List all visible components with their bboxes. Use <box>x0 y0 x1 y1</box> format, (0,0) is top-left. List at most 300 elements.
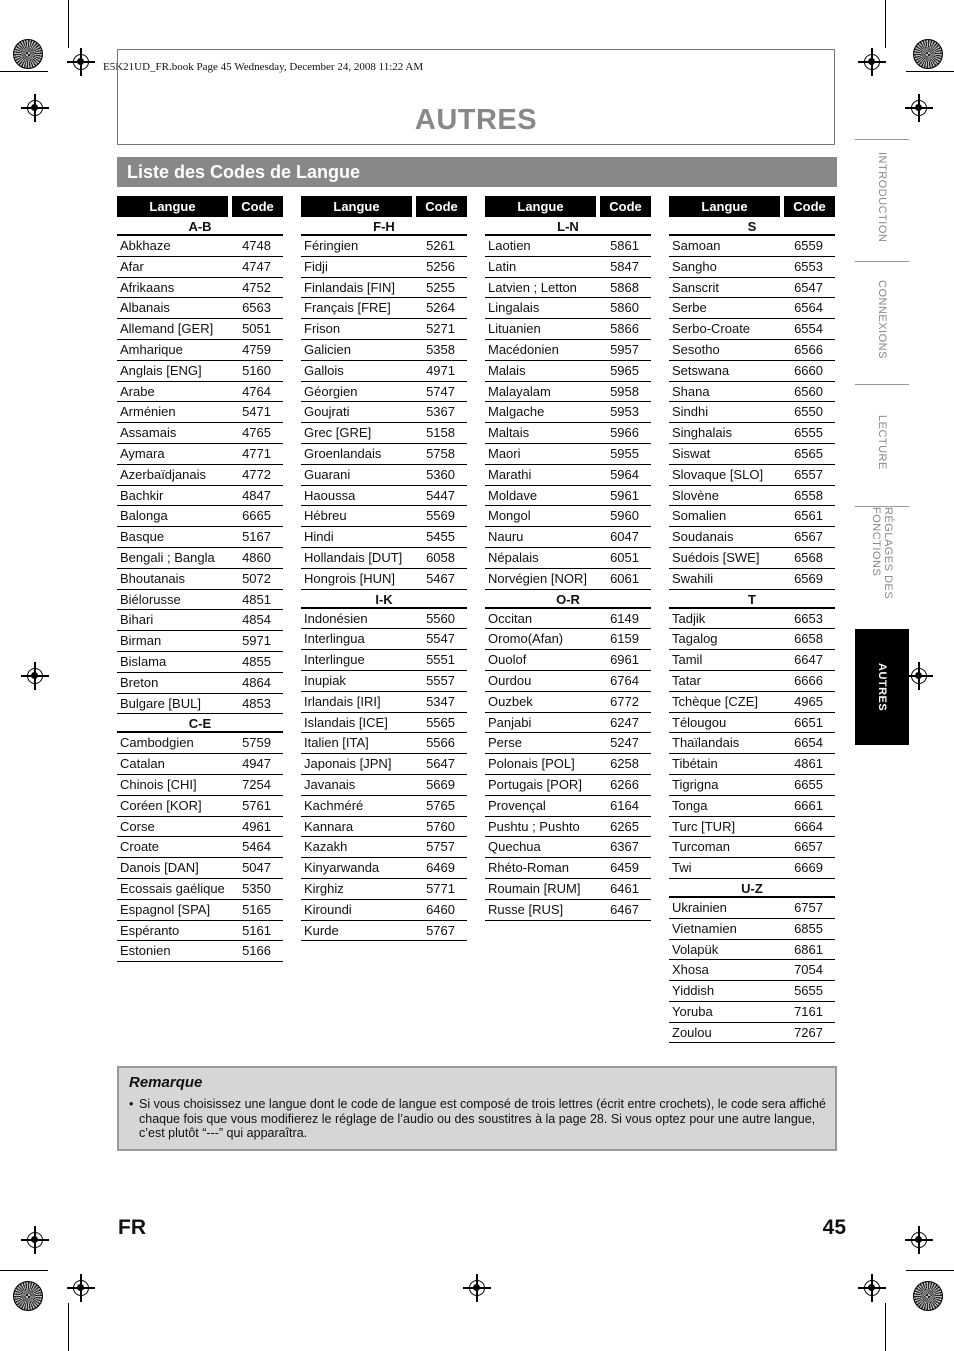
table-row <box>485 858 651 879</box>
language-name: Volapük <box>672 941 719 957</box>
tab-reglages-des-fonctions[interactable]: RÉGLAGES DES FONCTIONS <box>855 506 909 622</box>
table-row <box>301 837 467 858</box>
language-name: Tagalog <box>672 631 718 647</box>
language-name: Hébreu <box>304 508 347 524</box>
header-langue: Langue <box>485 196 596 217</box>
language-code: 5247 <box>610 735 639 751</box>
language-name: Quechua <box>488 839 541 855</box>
table-row <box>485 257 651 278</box>
language-code: 6460 <box>426 901 455 917</box>
language-code: 6666 <box>794 672 823 688</box>
table-row <box>669 465 835 486</box>
table-row <box>485 775 651 796</box>
language-name: Perse <box>488 735 522 751</box>
language-code: 5255 <box>426 279 455 295</box>
page-title: AUTRES <box>414 104 538 136</box>
table-row <box>485 629 651 650</box>
language-name: Suédois [SWE] <box>672 549 760 565</box>
language-name: Ukrainien <box>672 899 727 915</box>
language-name: Hindi <box>304 529 334 545</box>
table-row <box>117 837 283 858</box>
registration-sun-icon <box>913 39 943 69</box>
language-name: Espéranto <box>120 922 180 938</box>
crosshair-icon <box>858 1274 886 1302</box>
table-row <box>669 382 835 403</box>
table-row <box>301 900 467 921</box>
language-name: Slovène <box>672 487 719 503</box>
header-code: Code <box>232 196 283 217</box>
language-code: 6555 <box>794 425 823 441</box>
language-code: 5757 <box>426 839 455 855</box>
language-name: Tchèque [CZE] <box>672 693 758 709</box>
language-code: 7054 <box>794 962 823 978</box>
language-code: 5072 <box>242 570 271 586</box>
language-code: 6258 <box>610 756 639 772</box>
note-body: Si vous choisissez une langue dont le code de langue est composé de trois lettres (écrit entre crochets), le code sera affiché chaque fois que vous modifierez le réglage de l’audio ou des soustitres à la page 28. Si vous optez pour une autre langue, c’est plutôt “---” qui apparaîtra. <box>139 1097 826 1140</box>
language-code: 6757 <box>794 899 823 915</box>
table-row <box>669 569 835 590</box>
table-row <box>669 278 835 299</box>
language-name: Setswana <box>672 362 730 378</box>
language-code: 6159 <box>610 631 639 647</box>
language-code: 5955 <box>610 445 639 461</box>
language-code: 6058 <box>426 549 455 565</box>
table-row <box>301 486 467 507</box>
language-name: Mongol <box>488 508 531 524</box>
table-row <box>117 298 283 319</box>
language-name: Corse <box>120 818 155 834</box>
language-name: Cambodgien <box>120 735 194 751</box>
language-name: Espagnol [SPA] <box>120 901 211 917</box>
language-name: Sindhi <box>672 404 709 420</box>
language-name: Turc [TUR] <box>672 818 736 834</box>
language-column <box>485 196 651 921</box>
language-code: 6557 <box>794 466 823 482</box>
table-row <box>669 754 835 775</box>
table-row <box>301 340 467 361</box>
table-row <box>117 382 283 403</box>
language-code: 5051 <box>242 321 271 337</box>
language-column <box>301 196 467 941</box>
table-row <box>301 921 467 942</box>
language-code: 6553 <box>794 258 823 274</box>
language-name: Aymara <box>120 445 165 461</box>
language-code: 6661 <box>794 797 823 813</box>
language-name: Tonga <box>672 797 708 813</box>
table-row <box>485 650 651 671</box>
language-name: Xhosa <box>672 962 709 978</box>
table-row <box>669 423 835 444</box>
language-name: Swahili <box>672 570 714 586</box>
crosshair-icon <box>21 1226 49 1254</box>
language-name: Arménien <box>120 404 176 420</box>
language-name: Français [FRE] <box>304 300 391 316</box>
book-header-info: E5K21UD_FR.book Page 45 Wednesday, December 24, 2008 11:22 AM <box>103 61 424 73</box>
group-heading: F-H <box>301 217 467 236</box>
language-name: Yoruba <box>672 1003 713 1019</box>
language-name: Panjabi <box>488 714 532 730</box>
language-name: Irlandais [IRI] <box>304 693 381 709</box>
header-langue: Langue <box>117 196 228 217</box>
table-row <box>669 629 835 650</box>
header-code: Code <box>600 196 651 217</box>
language-code: 5761 <box>242 797 271 813</box>
language-name: Kinyarwanda <box>304 860 380 876</box>
table-row <box>485 671 651 692</box>
table-row <box>485 278 651 299</box>
language-code: 6669 <box>794 860 823 876</box>
note-text <box>129 1097 826 1141</box>
header-langue: Langue <box>301 196 412 217</box>
language-name: Finlandais [FIN] <box>304 279 396 295</box>
language-name: Serbo-Croate <box>672 321 751 337</box>
table-row <box>301 817 467 838</box>
table-row <box>669 817 835 838</box>
language-name: Croate <box>120 839 160 855</box>
language-code: 5565 <box>426 714 455 730</box>
language-name: Danois [DAN] <box>120 860 199 876</box>
language-name: Turcoman <box>672 839 731 855</box>
language-code: 5161 <box>242 922 271 938</box>
table-row <box>301 506 467 527</box>
language-code: 5961 <box>610 487 639 503</box>
language-name: Bhoutanais <box>120 570 186 586</box>
table-row <box>485 754 651 775</box>
language-code: 6961 <box>610 652 639 668</box>
language-code: 6647 <box>794 652 823 668</box>
language-name: Tibétain <box>672 756 718 772</box>
language-code: 4854 <box>242 612 271 628</box>
table-row <box>301 423 467 444</box>
crosshair-icon <box>905 662 933 690</box>
language-name: Norvégien [NOR] <box>488 570 587 586</box>
language-code: 5964 <box>610 466 639 482</box>
table-row <box>669 340 835 361</box>
table-row <box>485 900 651 921</box>
language-code: 4771 <box>242 445 271 461</box>
table-row <box>117 278 283 299</box>
language-name: Shana <box>672 383 710 399</box>
language-code: 5271 <box>426 321 455 337</box>
table-row <box>669 898 835 919</box>
language-code: 6861 <box>794 941 823 957</box>
language-name: Yiddish <box>672 983 715 999</box>
language-name: Biélorusse <box>120 591 181 607</box>
language-name: Goujrati <box>304 404 350 420</box>
table-row <box>301 692 467 713</box>
language-name: Géorgien <box>304 383 358 399</box>
table-row <box>669 506 835 527</box>
language-code: 5447 <box>426 487 455 503</box>
language-code: 6568 <box>794 549 823 565</box>
language-code: 5655 <box>794 983 823 999</box>
language-code: 5360 <box>426 466 455 482</box>
registration-sun-icon <box>913 1281 943 1311</box>
registration-sun-icon <box>13 1281 43 1311</box>
table-row <box>669 1023 835 1044</box>
language-name: Groenlandais <box>304 445 382 461</box>
group-heading: C-E <box>117 714 283 733</box>
table-row <box>669 444 835 465</box>
table-row <box>669 486 835 507</box>
language-code: 5960 <box>610 508 639 524</box>
language-code: 5166 <box>242 943 271 959</box>
table-row <box>485 298 651 319</box>
language-code: 5350 <box>242 880 271 896</box>
language-name: Sanscrit <box>672 279 719 295</box>
language-code: 5965 <box>610 362 639 378</box>
language-name: Maori <box>488 445 521 461</box>
language-name: Azerbaïdjanais <box>120 466 206 482</box>
language-code: 7161 <box>794 1003 823 1019</box>
table-row <box>301 444 467 465</box>
language-code: 5760 <box>426 818 455 834</box>
language-name: Kachméré <box>304 797 364 813</box>
language-name: Anglais [ENG] <box>120 362 202 378</box>
table-row <box>669 858 835 879</box>
language-name: Assamais <box>120 425 177 441</box>
language-name: Allemand [GER] <box>120 321 214 337</box>
footer-language: FR <box>118 1216 146 1239</box>
language-code: 6266 <box>610 776 639 792</box>
table-row <box>117 319 283 340</box>
language-code: 5767 <box>426 922 455 938</box>
crosshair-icon <box>21 94 49 122</box>
table-row <box>117 817 283 838</box>
group-heading: I-K <box>301 590 467 609</box>
language-code: 5160 <box>242 362 271 378</box>
language-code: 6051 <box>610 549 639 565</box>
language-code: 6469 <box>426 860 455 876</box>
table-row <box>485 506 651 527</box>
language-code: 4961 <box>242 818 271 834</box>
language-code: 6559 <box>794 238 823 253</box>
table-row <box>485 692 651 713</box>
table-row <box>301 361 467 382</box>
language-code: 6265 <box>610 818 639 834</box>
table-row <box>485 340 651 361</box>
language-code: 7254 <box>242 776 271 792</box>
group-heading: O-R <box>485 590 651 609</box>
table-row <box>669 775 835 796</box>
registration-sun-icon <box>13 39 43 69</box>
language-name: Moldave <box>488 487 538 503</box>
language-code: 6558 <box>794 487 823 503</box>
language-code: 5471 <box>242 404 271 420</box>
table-row <box>669 650 835 671</box>
table-row <box>485 609 651 630</box>
language-code: 5047 <box>242 860 271 876</box>
language-name: Tamil <box>672 652 703 668</box>
language-code: 5958 <box>610 383 639 399</box>
table-row <box>117 590 283 611</box>
language-code: 6660 <box>794 362 823 378</box>
language-name: Latin <box>488 258 517 274</box>
table-row <box>669 960 835 981</box>
table-row <box>301 382 467 403</box>
table-row <box>669 257 835 278</box>
language-code: 5569 <box>426 508 455 524</box>
language-name: Somalien <box>672 508 727 524</box>
language-code: 6567 <box>794 529 823 545</box>
table-row <box>301 629 467 650</box>
tab-connexions[interactable]: CONNEXIONS <box>855 261 909 377</box>
language-code: 4851 <box>242 591 271 607</box>
language-code: 6560 <box>794 383 823 399</box>
language-code: 6569 <box>794 570 823 586</box>
language-name: Maltais <box>488 425 530 441</box>
language-name: Malgache <box>488 404 545 420</box>
language-code: 4971 <box>426 362 455 378</box>
language-name: Guarani <box>304 466 351 482</box>
table-row <box>669 713 835 734</box>
header-code: Code <box>416 196 467 217</box>
language-name: Vietnamien <box>672 920 737 936</box>
language-code: 6654 <box>794 735 823 751</box>
language-code: 4965 <box>794 693 823 709</box>
table-row <box>485 402 651 423</box>
crosshair-icon <box>67 48 95 76</box>
table-row <box>117 941 283 962</box>
table-row <box>117 733 283 754</box>
table-row <box>669 981 835 1002</box>
language-code: 5165 <box>242 901 271 917</box>
table-row <box>669 609 835 630</box>
language-code: 5367 <box>426 404 455 420</box>
language-code: 6855 <box>794 920 823 936</box>
language-name: Afar <box>120 258 144 274</box>
language-code: 6459 <box>610 860 639 876</box>
language-code: 5455 <box>426 529 455 545</box>
language-code: 6658 <box>794 631 823 647</box>
language-code: 6061 <box>610 570 639 586</box>
table-row <box>485 236 651 257</box>
language-code: 4947 <box>242 756 271 772</box>
table-row <box>117 754 283 775</box>
language-name: Kannara <box>304 818 354 834</box>
language-name: Estonien <box>120 943 171 959</box>
language-name: Kirghiz <box>304 880 344 896</box>
page-number: 45 <box>822 1216 846 1239</box>
language-code: 4765 <box>242 425 271 441</box>
table-row <box>485 423 651 444</box>
language-code: 6461 <box>610 880 639 896</box>
table-row <box>301 257 467 278</box>
language-code: 4759 <box>242 341 271 357</box>
table-row <box>669 837 835 858</box>
language-name: Balonga <box>120 508 168 524</box>
language-code: 6564 <box>794 300 823 316</box>
language-code: 5167 <box>242 529 271 545</box>
language-name: Bislama <box>120 653 167 669</box>
language-code: 4860 <box>242 549 271 565</box>
table-row <box>301 465 467 486</box>
crosshair-icon <box>67 1274 95 1302</box>
table-row <box>301 278 467 299</box>
table-row <box>669 527 835 548</box>
table-row <box>669 733 835 754</box>
table-row <box>117 631 283 652</box>
tab-autres[interactable]: AUTRES <box>855 629 909 745</box>
language-name: Ouolof <box>488 652 527 668</box>
language-name: Samoan <box>672 238 721 253</box>
language-name: Ouzbek <box>488 693 533 709</box>
language-code: 5765 <box>426 797 455 813</box>
table-row <box>301 319 467 340</box>
language-name: Latvien ; Letton <box>488 279 577 295</box>
language-name: Tigrigna <box>672 776 719 792</box>
language-name: Russe [RUS] <box>488 901 564 917</box>
language-code: 4752 <box>242 279 271 295</box>
language-code: 5566 <box>426 735 455 751</box>
table-header <box>301 196 467 217</box>
table-row <box>117 236 283 257</box>
crosshair-icon <box>463 1274 491 1302</box>
table-row <box>117 548 283 569</box>
language-name: Catalan <box>120 756 165 772</box>
language-name: Siswat <box>672 445 711 461</box>
language-code: 6467 <box>610 901 639 917</box>
group-heading: A-B <box>117 217 283 236</box>
tab-lecture[interactable]: LECTURE <box>855 384 909 500</box>
language-code: 5847 <box>610 258 639 274</box>
table-row <box>117 673 283 694</box>
language-code: 6665 <box>242 508 271 524</box>
language-name: Bulgare [BUL] <box>120 695 201 711</box>
language-name: Amharique <box>120 341 183 357</box>
language-name: Indonésien <box>304 610 368 626</box>
table-row <box>301 879 467 900</box>
language-code: 5971 <box>242 633 271 649</box>
language-code: 6772 <box>610 693 639 709</box>
language-name: Abkhaze <box>120 238 171 253</box>
language-code: 5868 <box>610 279 639 295</box>
language-name: Bengali ; Bangla <box>120 549 215 565</box>
language-code: 6149 <box>610 610 639 626</box>
language-name: Roumain [RUM] <box>488 880 581 896</box>
table-row <box>485 837 651 858</box>
language-name: Bachkir <box>120 487 164 503</box>
table-row <box>669 1002 835 1023</box>
tab-introduction[interactable]: INTRODUCTION <box>855 139 909 255</box>
table-row <box>485 486 651 507</box>
table-row <box>117 257 283 278</box>
table-row <box>117 465 283 486</box>
table-row <box>301 298 467 319</box>
language-name: Lituanien <box>488 321 541 337</box>
language-name: Chinois [CHI] <box>120 776 197 792</box>
language-name: Lingalais <box>488 300 540 316</box>
language-code: 5759 <box>242 735 271 751</box>
header-langue: Langue <box>669 196 780 217</box>
language-name: Hongrois [HUN] <box>304 570 396 586</box>
table-header <box>485 196 651 217</box>
language-code: 5771 <box>426 880 455 896</box>
language-code: 4772 <box>242 466 271 482</box>
language-code: 4861 <box>794 756 823 772</box>
table-row <box>117 423 283 444</box>
language-name: Malais <box>488 362 526 378</box>
table-row <box>485 465 651 486</box>
table-row <box>117 569 283 590</box>
table-row <box>485 444 651 465</box>
language-name: Ecossais gaélique <box>120 880 225 896</box>
language-name: Laotien <box>488 238 531 253</box>
language-code: 5158 <box>426 425 455 441</box>
crosshair-icon <box>905 94 933 122</box>
table-row <box>301 713 467 734</box>
language-name: Italien [ITA] <box>304 735 369 751</box>
